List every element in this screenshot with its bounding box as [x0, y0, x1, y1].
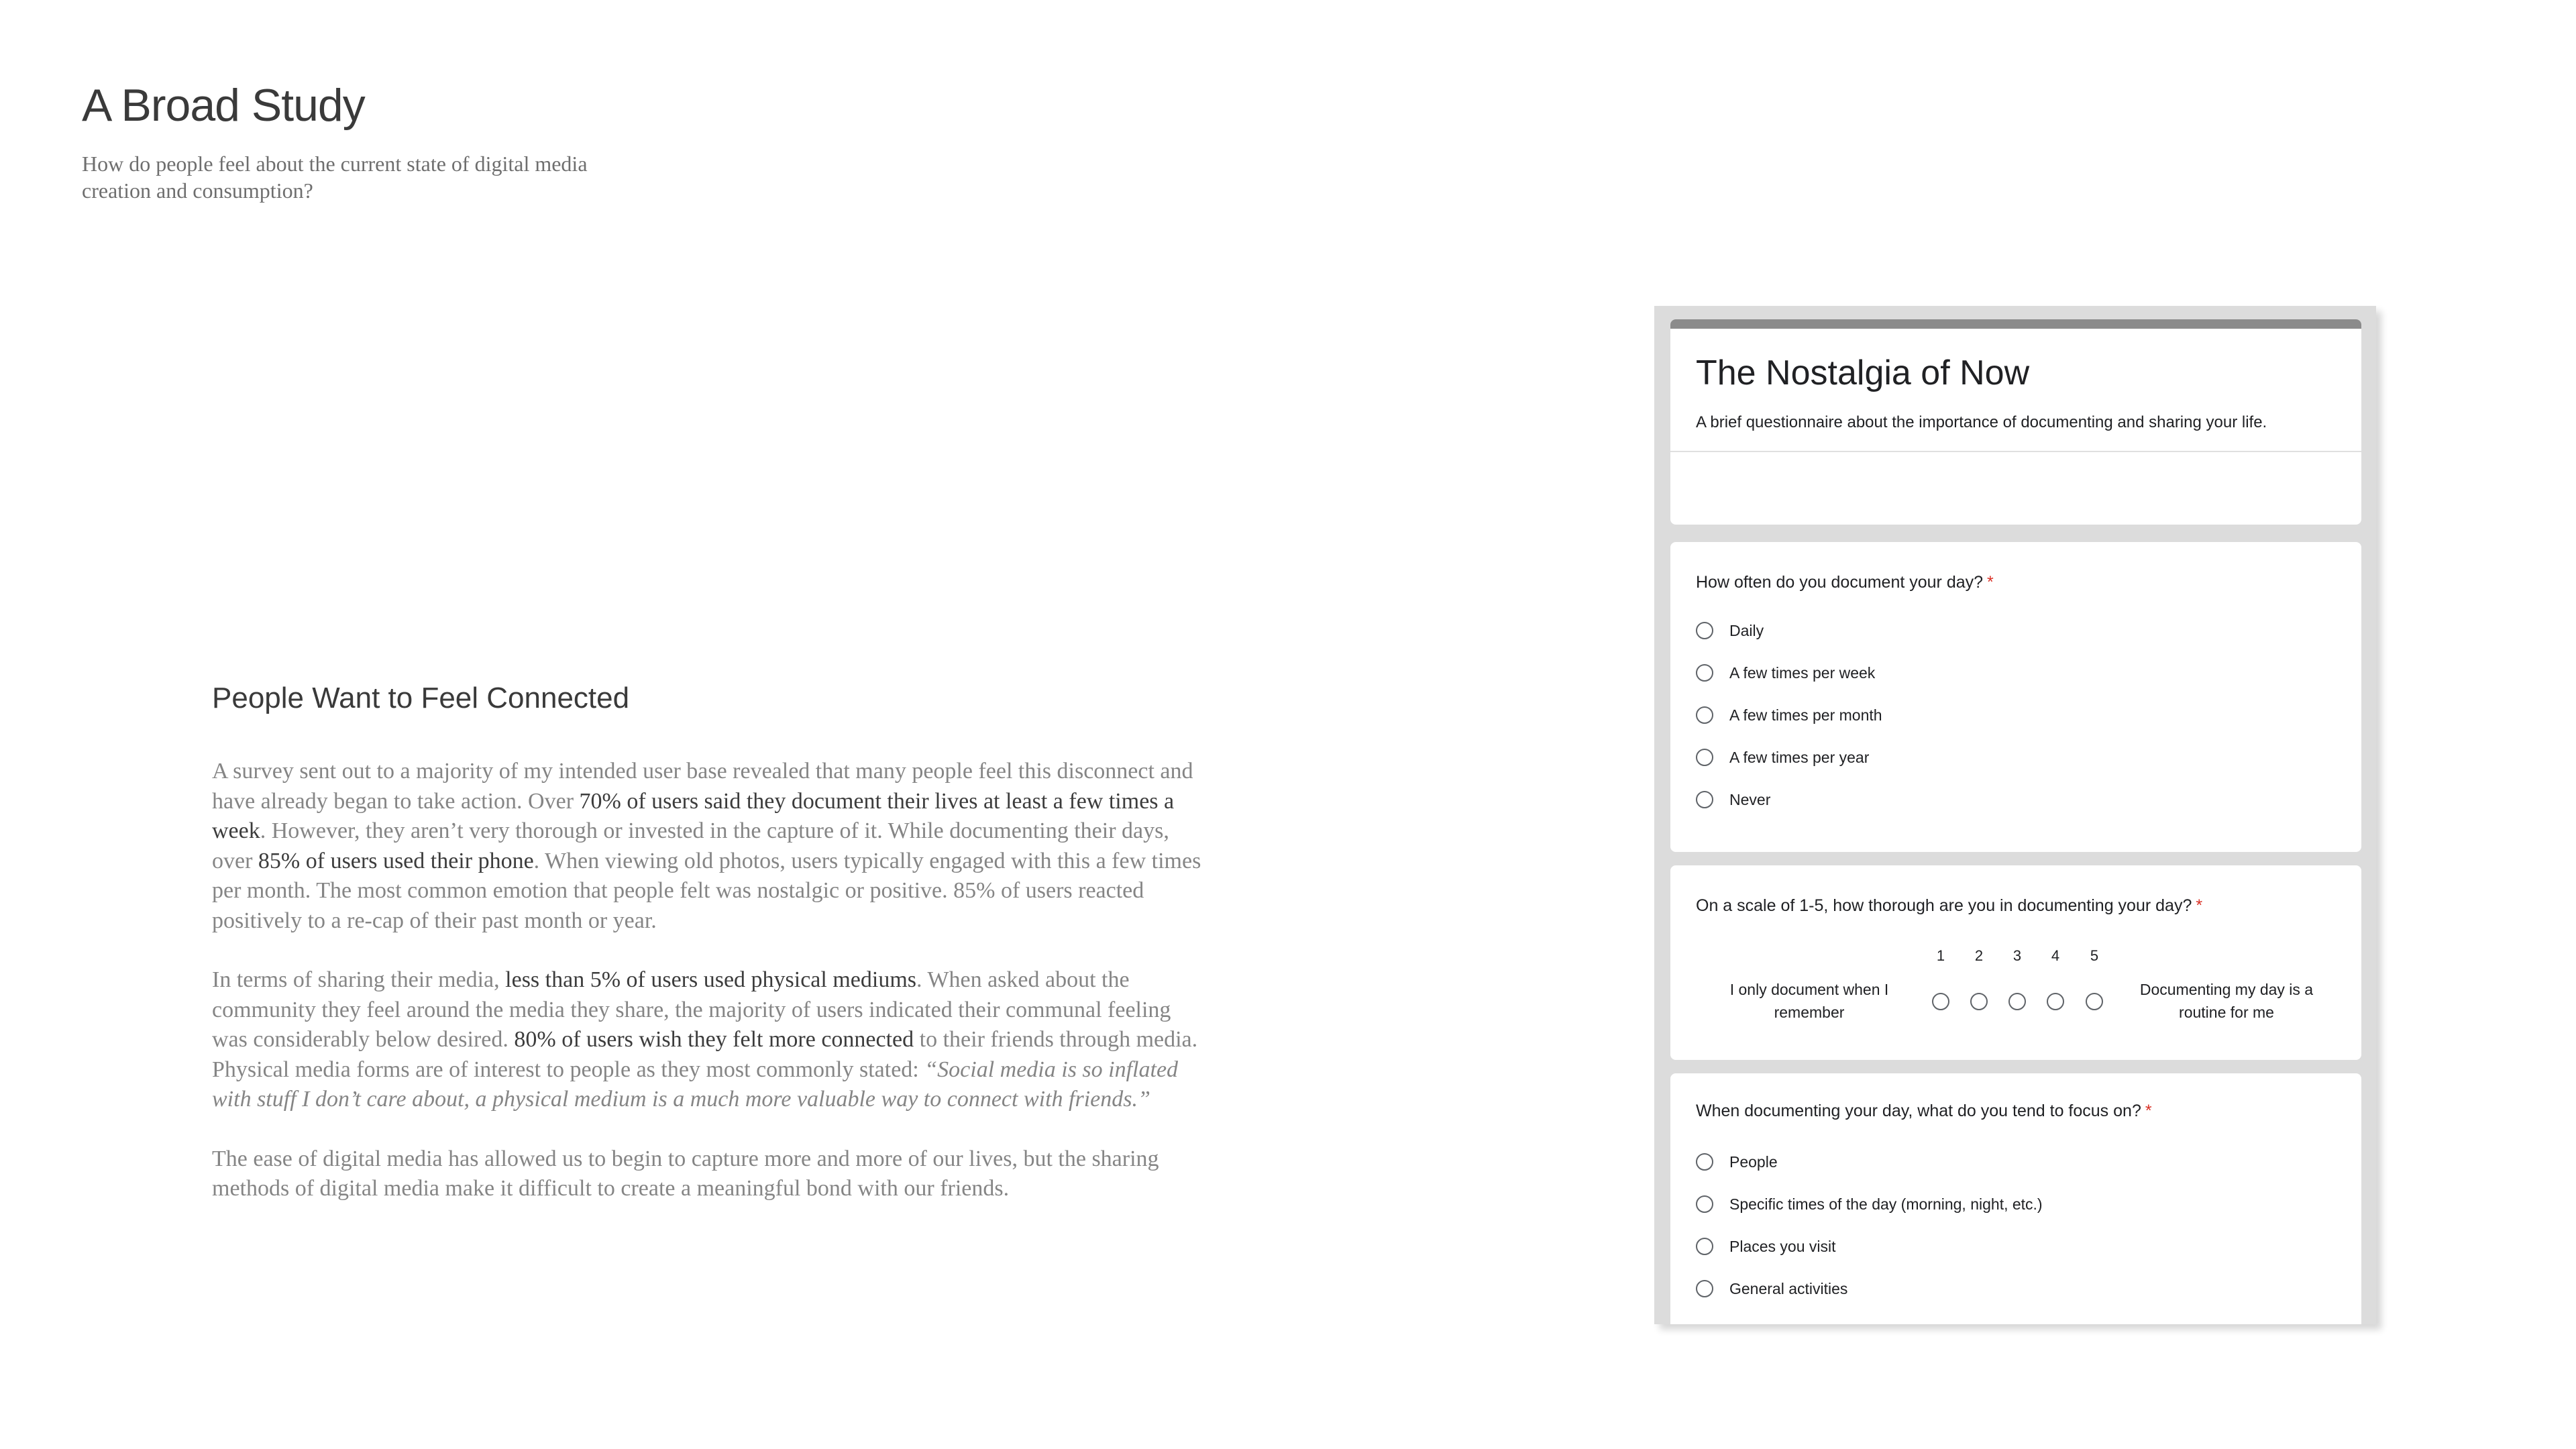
page-subtitle: How do people feel about the current state of digital media creation and consumption? — [82, 152, 588, 203]
option-label: Daily — [1729, 621, 1764, 639]
scale-radio-1[interactable] — [1932, 993, 1949, 1010]
radio-button[interactable] — [1696, 622, 1713, 639]
question-title — [1696, 896, 2202, 916]
option-label: A few times per month — [1729, 706, 1882, 724]
question-title — [1696, 1102, 2152, 1121]
question-card-frequency — [1670, 542, 2361, 852]
radio-button[interactable] — [1696, 791, 1713, 808]
highlight-stat: less than 5% of users used physical mediums — [505, 967, 917, 992]
option-label: A few times per week — [1729, 663, 1876, 682]
option-label: Places you visit — [1729, 1237, 1836, 1255]
radio-button[interactable] — [1696, 664, 1713, 682]
radio-button[interactable] — [1696, 1153, 1713, 1171]
radio-button[interactable] — [1696, 1280, 1713, 1297]
text-run: In terms of sharing their media, — [212, 967, 506, 992]
option-few-times-month[interactable] — [1696, 703, 1882, 727]
option-label: Specific times of the day (morning, night, etc.) — [1729, 1195, 2043, 1213]
text-run: . When viewing old photos, users typically engaged with this a few times per month. The most common emotion that people felt was nostalgic or positive. 85% of users reacted positively to a re-cap of their past month or year. — [212, 848, 1201, 933]
option-places[interactable] — [1696, 1234, 1836, 1258]
option-few-times-week[interactable] — [1696, 661, 1875, 685]
scale-high-label: Documenting my day is a routine for me — [2139, 981, 2314, 1021]
text-run: . However, they aren’t very thorough or invested in the capture of it. While documenting their days, over — [212, 818, 1169, 873]
scale-radio-4[interactable] — [2047, 993, 2064, 1010]
form-accent-bar — [1670, 319, 2361, 329]
scale-radio-3[interactable] — [2008, 993, 2026, 1010]
scale-number: 4 — [2051, 947, 2060, 964]
option-daily[interactable] — [1696, 619, 1764, 643]
user-quote: “Social media is so inflated with stuff I don’t care about, a physical medium is a much more valuable way to connect with friends.” — [212, 1057, 1179, 1112]
option-general-activities[interactable] — [1696, 1277, 1847, 1301]
page-title: A Broad Study — [82, 80, 365, 131]
required-asterisk: * — [2145, 1102, 2152, 1120]
form-header-divider — [1670, 451, 2361, 452]
question-card-focus — [1670, 1073, 2361, 1324]
radio-button[interactable] — [1696, 1195, 1713, 1213]
highlight-stat: 70% of users said they document their lives at least a few times a week — [212, 788, 1175, 843]
highlight-stat: 85% of users used their phone — [258, 848, 534, 873]
scale-number: 2 — [1974, 947, 1984, 964]
radio-button[interactable] — [1696, 706, 1713, 724]
required-asterisk: * — [1987, 573, 1994, 592]
option-label: A few times per year — [1729, 748, 1870, 766]
radio-button[interactable] — [1696, 1238, 1713, 1255]
form-description: A brief questionnaire about the importance of documenting and sharing your life. — [1696, 413, 2267, 431]
highlight-stat: 80% of users wish they felt more connected — [514, 1027, 914, 1052]
question-text: When documenting your day, what do you tend to focus on? — [1696, 1102, 2141, 1120]
form-header-card — [1670, 319, 2361, 525]
scale-radio-2[interactable] — [1970, 993, 1988, 1010]
text-run: A survey sent out to a majority of my intended user base revealed that many people feel this disconnect and have already began to take action. Over — [212, 759, 1193, 814]
paragraph-conclusion: The ease of digital media has allowed us to begin to capture more and more of our lives, but the sharing methods of digital media make it difficult to create a meaningful bond with our friends. — [212, 1146, 1159, 1201]
question-text: How often do you document your day? — [1696, 573, 1984, 592]
option-label: People — [1729, 1152, 1778, 1171]
required-asterisk: * — [2196, 896, 2203, 915]
scale-number: 1 — [1936, 947, 1945, 964]
paragraph-sharing — [212, 965, 1212, 1115]
text-run: . When asked about the community they feel around the media they share, the majority of users indicated their communal feeling was considerably below desired. — [212, 967, 1171, 1052]
option-label: Never — [1729, 790, 1771, 808]
scale-number: 5 — [2090, 947, 2099, 964]
body-copy — [212, 757, 1212, 1204]
scale-radio-5[interactable] — [2086, 993, 2103, 1010]
scale-low-label: I only document when I remember — [1729, 981, 1889, 1021]
question-title — [1696, 573, 1994, 592]
radio-button[interactable] — [1696, 749, 1713, 766]
section-heading: People Want to Feel Connected — [212, 682, 630, 714]
option-few-times-year[interactable] — [1696, 745, 1869, 769]
survey-form-screenshot — [1654, 306, 2376, 1324]
paragraph-documentation — [212, 757, 1212, 936]
scale-number: 3 — [2012, 947, 2022, 964]
option-label: General activities — [1729, 1279, 1848, 1297]
question-text: On a scale of 1-5, how thorough are you in documenting your day? — [1696, 896, 2192, 915]
option-specific-times[interactable] — [1696, 1192, 2043, 1216]
question-card-thoroughness — [1670, 865, 2361, 1060]
option-people[interactable] — [1696, 1150, 1778, 1174]
form-title: The Nostalgia of Now — [1696, 354, 2030, 392]
text-run: to their friends through media. Physical media forms are of interest to people as they most commonly stated: — [212, 1027, 1198, 1082]
option-never[interactable] — [1696, 788, 1770, 812]
